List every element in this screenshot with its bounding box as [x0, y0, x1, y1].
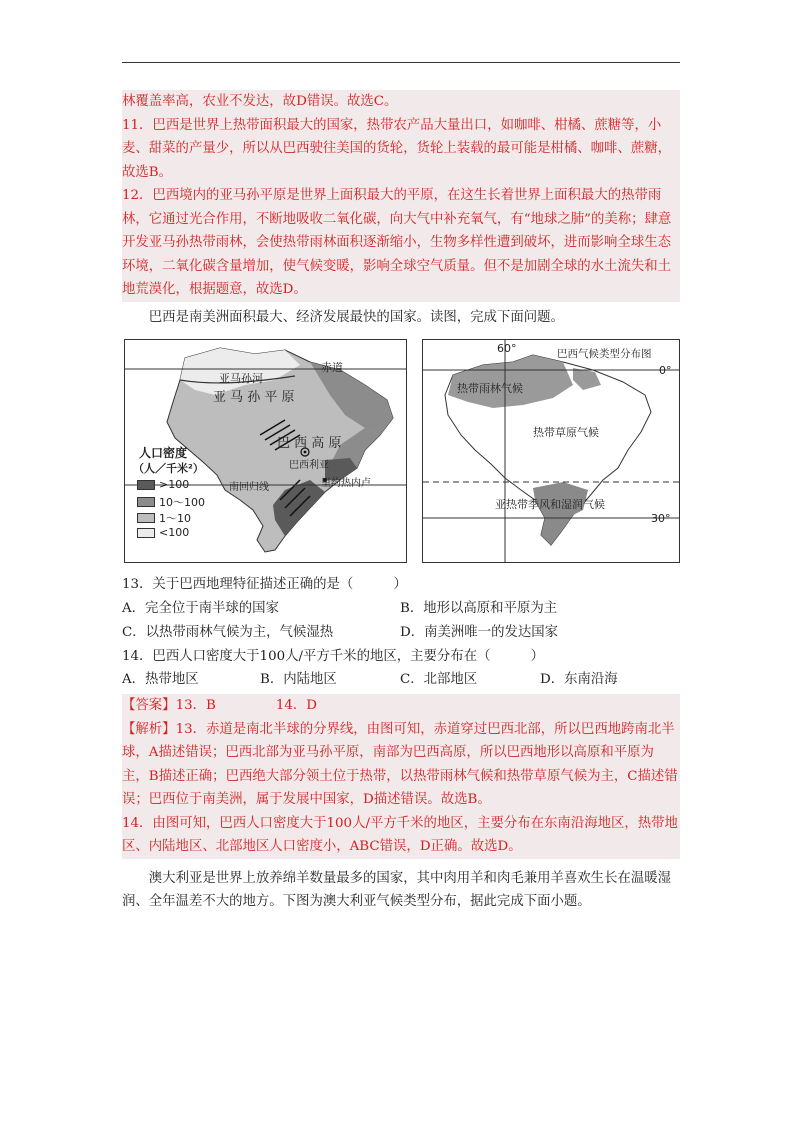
q13-options-row2: [122, 621, 680, 645]
climate-map-title: 巴西气候类型分布图: [557, 348, 652, 360]
legend-row-4: [137, 526, 189, 539]
intro-australia: 澳大利亚是世界上放养绵羊数量最多的国家，其中肉用羊和肉毛兼用羊喜欢生长在温暖湿润、全年温差不大的地方。下图为澳大利亚气候类型分布，据此完成下面小题。: [122, 870, 672, 909]
answer-analysis-block: [122, 694, 680, 859]
question-14: [122, 645, 680, 693]
header-rule: [122, 62, 680, 63]
legend-label: 10～100: [159, 496, 205, 509]
explanation-block-top: [122, 90, 680, 302]
label-humid-subtropical-climate: 亚热带季风和湿润气候: [495, 498, 605, 511]
label-amazon-river: 亚马孙河: [219, 372, 263, 385]
document-page: [122, 90, 680, 914]
q13-stem: 13．关于巴西地理特征描述正确的是（ ）: [122, 577, 407, 592]
analysis-13: [122, 718, 680, 812]
question-13: [122, 573, 680, 645]
label-rainforest-climate: 热带雨林气候: [457, 382, 523, 395]
label-equator: 赤道: [321, 361, 343, 374]
q13-options-row1: [122, 597, 680, 621]
legend-swatch: [137, 513, 155, 523]
answer-tag: 【答案】: [122, 698, 176, 713]
legend-swatch: [137, 480, 155, 490]
climate-map: [422, 339, 680, 563]
q13-option-a[interactable]: A．完全位于南半球的国家: [122, 600, 279, 616]
answer-13: 13．B: [175, 698, 216, 713]
q13-option-c[interactable]: C．以热带雨林气候为主，气候湿热: [122, 624, 334, 640]
label-amazon-plain: 亚 马 孙 平 原: [213, 390, 295, 405]
legend-row-1: [137, 478, 189, 491]
legend-swatch: [137, 497, 155, 507]
q14-option-b[interactable]: B．内陆地区: [260, 672, 337, 687]
label-tropic-capricorn: 南回归线: [229, 482, 269, 493]
legend-swatch: [137, 528, 155, 538]
analysis-tag: 【解析】: [122, 721, 176, 737]
label-longitude-60: 60°: [497, 342, 517, 355]
label-rio: 里约热内卢: [321, 478, 371, 489]
answer-line: [122, 694, 680, 718]
intro-brazil: 巴西是南美洲面积最大、经济发展最快的国家。读图，完成下面问题。: [148, 309, 564, 325]
legend-label: >100: [159, 478, 190, 491]
q14-stem: 14．巴西人口密度大于100人/平方千米的地区，主要分布在（ ）: [122, 648, 545, 664]
q13-option-b[interactable]: B．地形以高原和平原为主: [400, 600, 558, 616]
q14-option-a[interactable]: A．热带地区: [122, 672, 199, 687]
brazil-climate-map-graphic: [423, 340, 679, 562]
population-density-map: [124, 339, 407, 563]
analysis-13-text: 13．赤道是南北半球的分界线，由图可知，赤道穿过巴西北部，所以巴西地跨南北半球，A描述错误；巴西北部为亚马孙平原，南部为巴西高原，所以巴西地形以高原和平原为主，B描述正确；巴西绝大部分领土位于热带，以热带雨林气候和热带草原气候为主，C描述错误；巴西位于南美洲，属于发展中国家，D描述错误。故选B。: [122, 721, 678, 807]
q14-option-d[interactable]: D．东南沿海: [540, 672, 618, 687]
legend-row-3: [137, 510, 191, 526]
explanation-line-prev: 林覆盖率高，农业不发达，故D错误。故选C。: [122, 94, 398, 109]
figure-maps: [122, 339, 680, 561]
label-brazil-plateau: 巴 西 高 原: [277, 436, 342, 451]
label-brasilia: 巴西利亚: [289, 460, 329, 471]
answer-14: 14．D: [275, 698, 318, 713]
explanation-q11: 11．巴西是世界上热带面积最大的国家，热带农产品大量出口，如咖啡、柑橘、蔗糖等，小麦、甜菜的产量少，所以从巴西驶往美国的货轮，货轮上装载的最可能是柑橘、咖啡、蔗糖，故选B。: [122, 117, 672, 180]
analysis-14: 14．由图可知，巴西人口密度大于100人/平方千米的地区，主要分布在东南沿海地区，热带地区、内陆地区、北部地区人口密度小，ABC错误，D正确。故选D。: [122, 815, 678, 854]
legend-label: <100: [159, 526, 190, 539]
legend-title: 人口密度: [139, 446, 188, 460]
explanation-q12: 12．巴西境内的亚马孙平原是世界上面积最大的平原，在这生长着世界上面积最大的热带雨林，它通过光合作用，不断地吸收二氧化碳，向大气中补充氧气，有“地球之肺”的美称；肆意开发亚马孙热带雨林，会使热带雨林面积逐渐缩小，生物多样性遭到破坏，进而影响全球生态环境，二氧化碳含量增加，使气候变暖，影响全球空气质量。但不是加剧全球的水土流失和土地荒漠化，根据题意，故选D。: [122, 188, 672, 297]
label-lat-0: 0°: [659, 364, 672, 377]
legend-unit: （人／千米²）: [133, 462, 204, 475]
legend-label: 1～10: [159, 512, 191, 525]
label-savanna-climate: 热带草原气候: [533, 426, 599, 439]
q14-option-c[interactable]: C．北部地区: [400, 672, 478, 687]
q13-option-d[interactable]: D．南美洲唯一的发达国家: [400, 624, 559, 640]
q14-options: [122, 668, 680, 692]
legend-row-2: [137, 494, 205, 510]
label-lat-30: 30°: [651, 512, 671, 525]
